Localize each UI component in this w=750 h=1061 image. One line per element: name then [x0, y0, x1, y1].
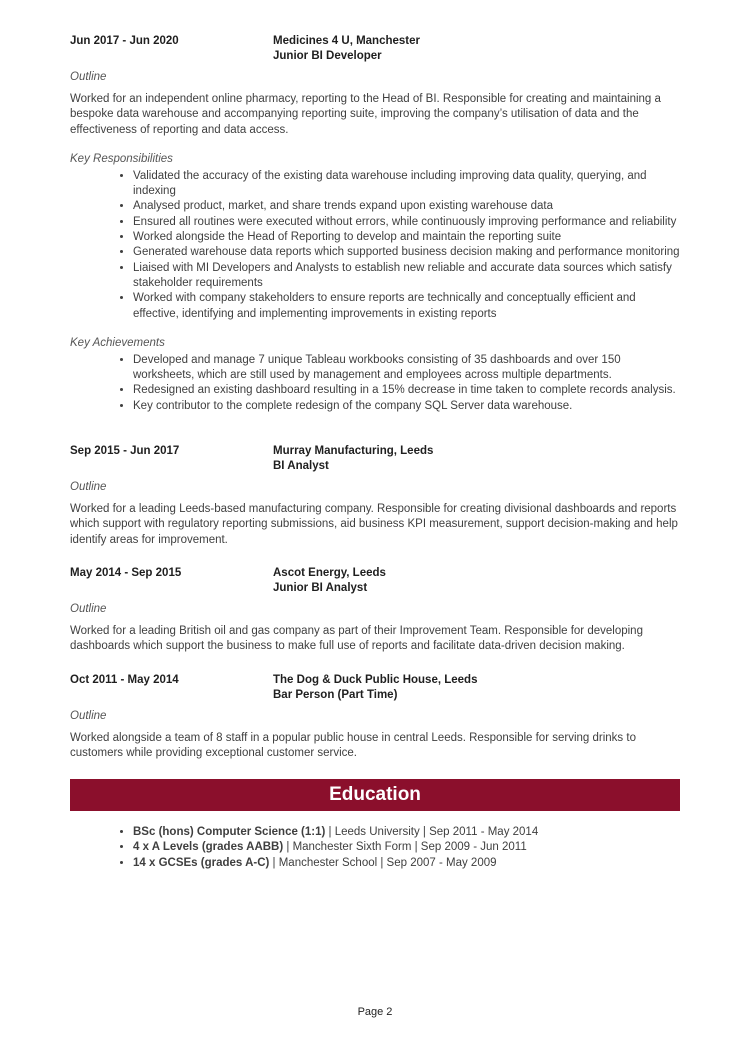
- outline-label: Outline: [70, 481, 107, 494]
- achievements-label: Key Achievements: [70, 336, 165, 349]
- job-role: Junior BI Developer: [273, 50, 382, 62]
- list-item: • Key contributor to the complete redesign of the company SQL Server data warehouse.: [133, 399, 680, 414]
- job-outline: Worked alongside a team of 8 staff in a popular public house in central Leeds. Responsible for serving drinks to customers while providing exceptional customer service.: [70, 731, 636, 759]
- list-item: • Redesigned an existing dashboard resulting in a 15% decrease in time taken to complete records analysis.: [133, 383, 680, 398]
- job-role: BI Analyst: [273, 460, 329, 473]
- list-item: • Worked alongside the Head of Reporting to develop and maintain the reporting suite: [133, 230, 680, 245]
- job-outline: Worked for a leading British oil and gas company as part of their Improvement Team. Responsible for developing dashboards which support the business to make full use of reports and facilitate data-driven decision making.: [70, 624, 643, 653]
- education-qualification: 14 x GCSEs (grades A-C): [133, 856, 270, 869]
- list-item: [133, 825, 680, 840]
- list-item: • Validated the accuracy of the existing data warehouse including improving data quality, querying, and indexing: [133, 169, 680, 200]
- education-details: | Leeds University | Sep 2011 - May 2014: [325, 826, 539, 839]
- education-list: [70, 825, 680, 871]
- job-company: Medicines 4 U, Manchester: [273, 35, 420, 47]
- list-item: • Developed and manage 7 unique Tableau workbooks consisting of 35 dashboards and over 150 worksheets, which are still used by management and employees across multiple departments.: [133, 353, 680, 384]
- education-details: | Manchester Sixth Form | Sep 2009 - Jun 2011: [283, 841, 527, 854]
- list-item: • Liaised with MI Developers and Analysts to establish new reliable and accurate data sources which satisfy stakeholder requirements: [133, 261, 680, 292]
- job-company: Murray Manufacturing, Leeds: [273, 445, 434, 458]
- education-heading: Education: [70, 779, 680, 811]
- job-date: May 2014 - Sep 2015: [70, 566, 182, 579]
- job-company: Ascot Energy, Leeds: [273, 566, 386, 579]
- job-entry: [70, 34, 680, 414]
- job-entry: [70, 444, 680, 548]
- education-qualification: 4 x A Levels (grades AABB): [133, 841, 284, 854]
- job-date: Sep 2015 - Jun 2017: [70, 445, 180, 458]
- achievements-list: [70, 353, 680, 414]
- list-item: [133, 856, 680, 871]
- outline-label: Outline: [70, 709, 107, 722]
- page-number: Page 2: [357, 1006, 393, 1018]
- list-item: • Ensured all routines were executed without errors, while continuously improving performance and reliability: [133, 215, 680, 230]
- job-role: Junior BI Analyst: [273, 581, 368, 594]
- list-item: • Generated warehouse data reports which supported business decision making and performance monitoring: [133, 245, 680, 260]
- education-qualification: BSc (hons) Computer Science (1:1): [133, 826, 326, 839]
- resume-page: [70, 34, 680, 871]
- job-outline: Worked for a leading Leeds-based manufacturing company. Responsible for creating divisional dashboards and reports which support with regulatory reporting submissions, aid business KPI measurement, support decision-making and help identify areas for improvement.: [70, 503, 678, 546]
- job-date: Jun 2017 - Jun 2020: [70, 35, 179, 47]
- job-outline: Worked for an independent online pharmacy, reporting to the Head of BI. Responsible for creating and maintaining a bespoke data warehouse and accompanying reporting suite, improving the company’s utilisation of data and the effectiveness of reporting and data access.: [70, 93, 661, 136]
- education-details: | Manchester School | Sep 2007 - May 2009: [269, 856, 497, 869]
- outline-label: Outline: [70, 71, 107, 83]
- list-item: [133, 840, 680, 855]
- job-company: The Dog & Duck Public House, Leeds: [273, 673, 478, 686]
- list-item: • Worked with company stakeholders to ensure reports are technically and conceptually efficient and effective, identifying and implementing improvements in existing reports: [133, 291, 680, 322]
- job-role: Bar Person (Part Time): [273, 688, 398, 701]
- job-entry: [70, 673, 680, 762]
- job-entry: [70, 566, 680, 655]
- job-date: Oct 2011 - May 2014: [70, 673, 179, 686]
- outline-label: Outline: [70, 602, 107, 615]
- list-item: • Analysed product, market, and share trends expand upon existing warehouse data: [133, 199, 680, 214]
- responsibilities-label: Key Responsibilities: [70, 152, 173, 165]
- responsibilities-list: [70, 169, 680, 322]
